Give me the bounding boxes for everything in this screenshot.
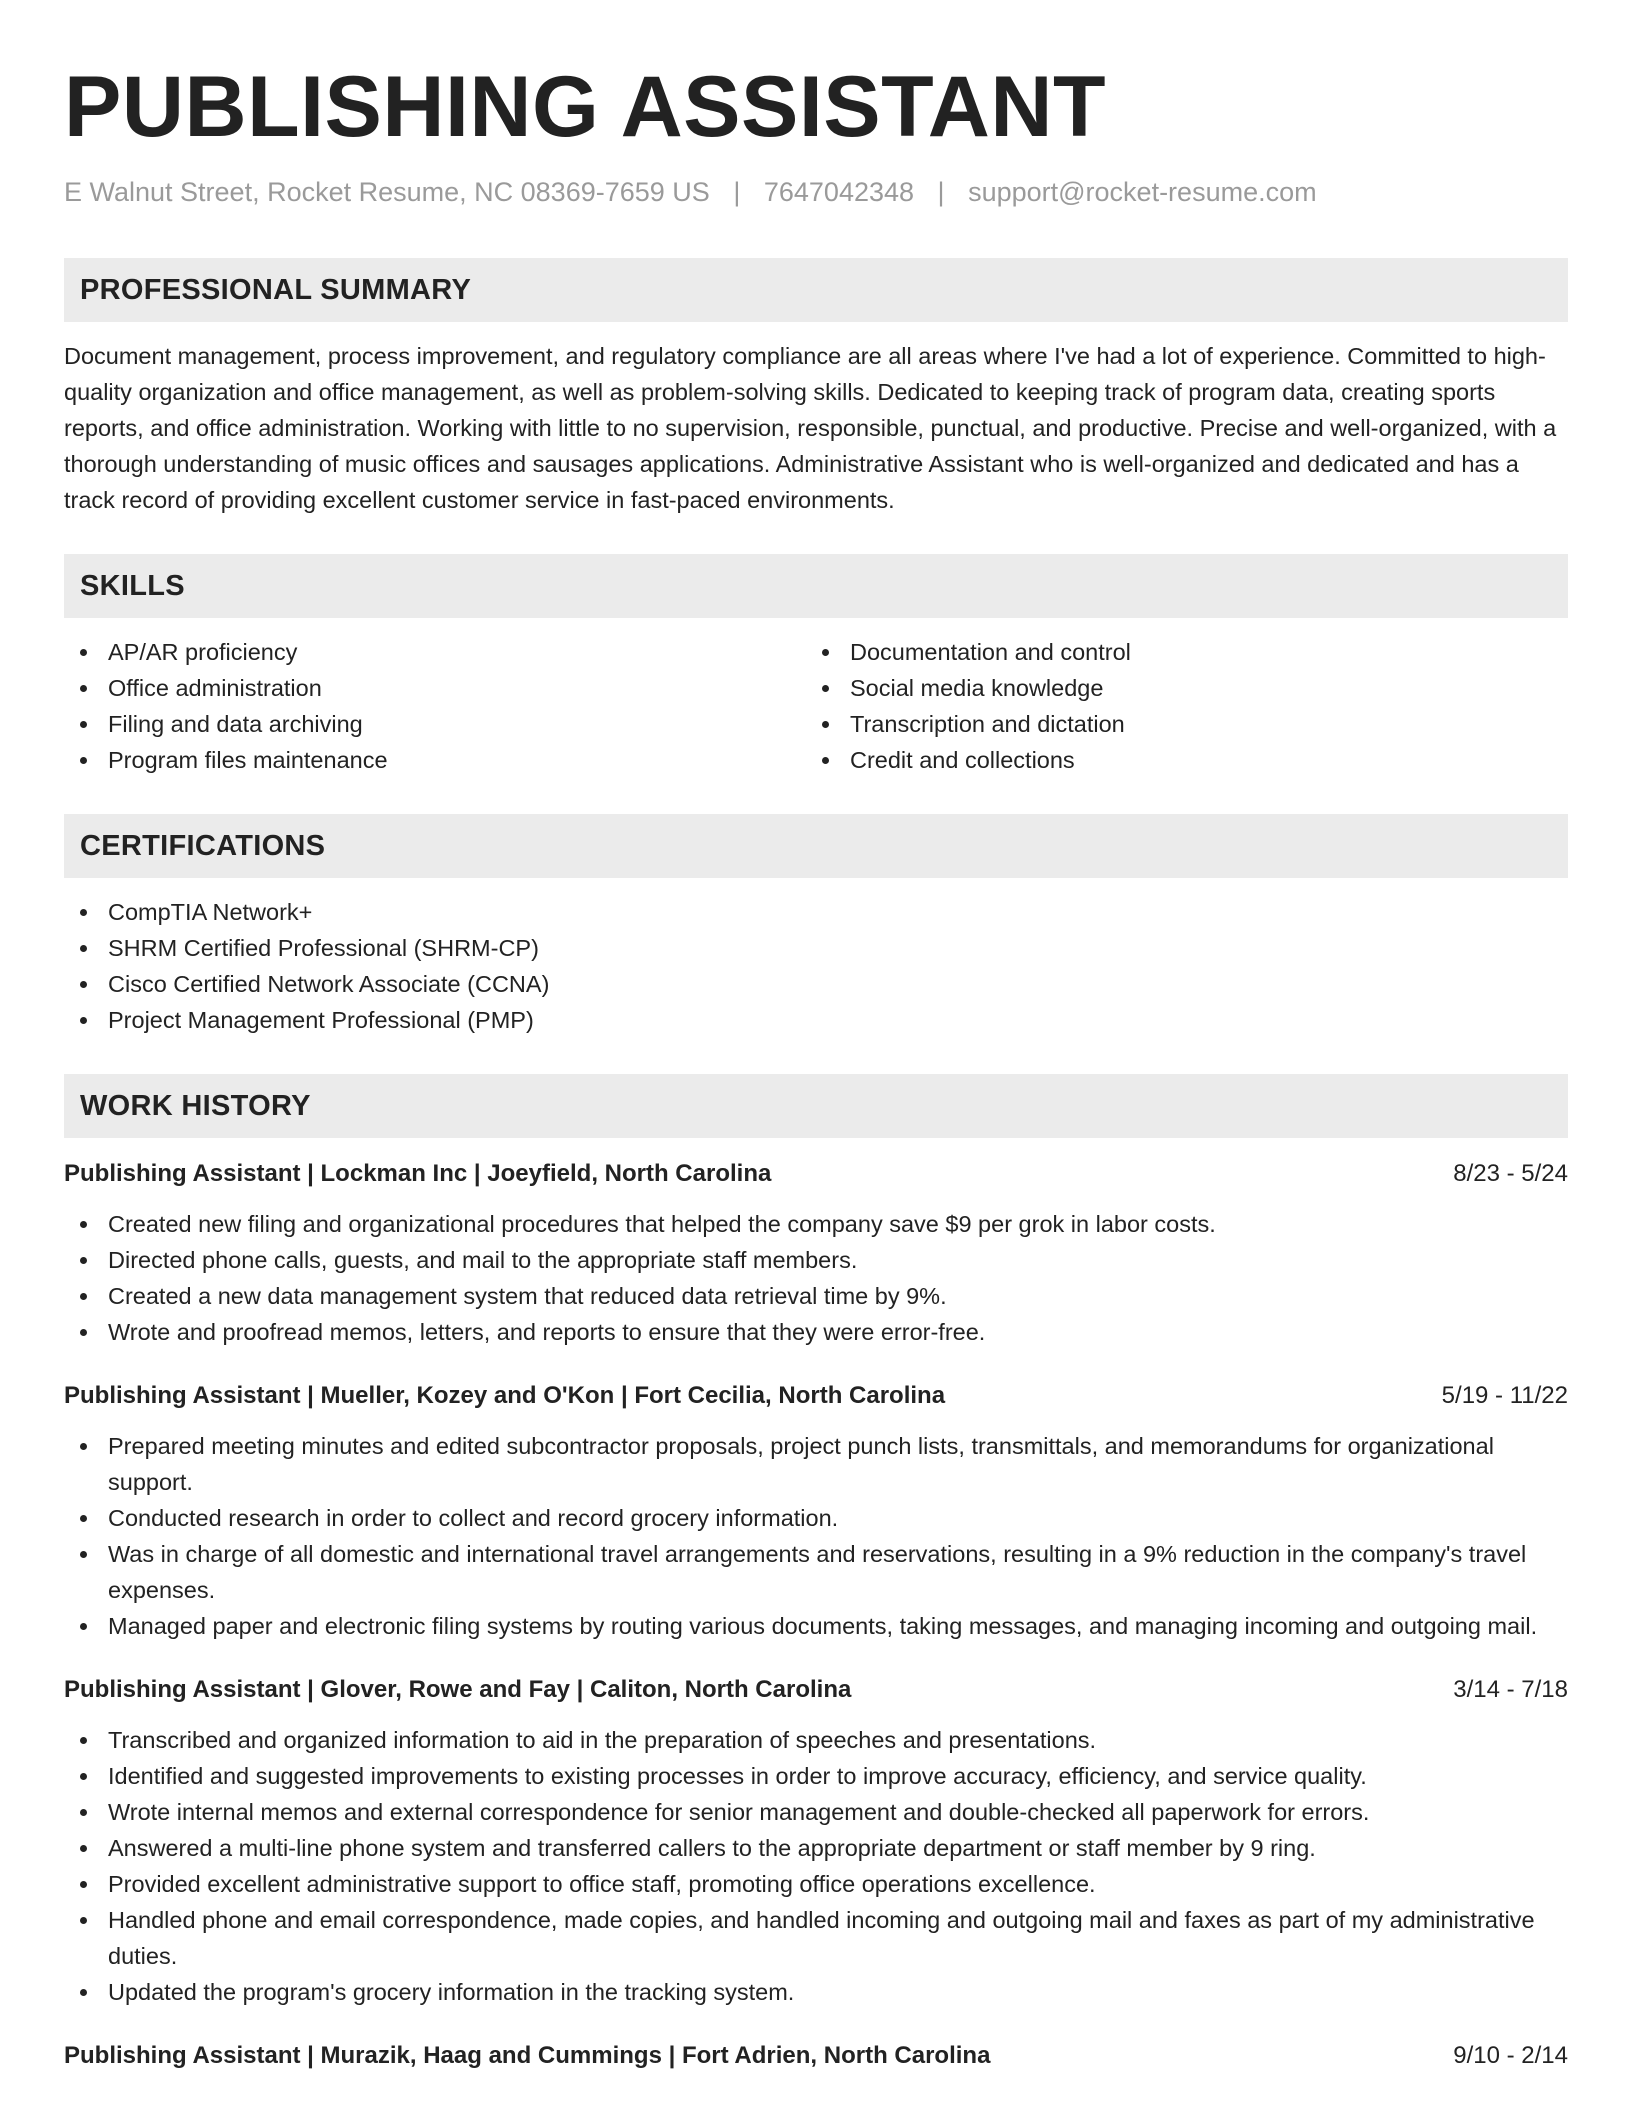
list-item: Identified and suggested improvements to existing processes in order to improve accuracy, efficiency, and service quality.: [64, 1758, 1568, 1794]
list-item: Program files maintenance: [64, 742, 806, 778]
list-item: Prepared meeting minutes and edited subcontractor proposals, project punch lists, transmittals, and memorandums for organizational support.: [64, 1428, 1568, 1500]
list-item: Answered a multi-line phone system and transferred callers to the appropriate department or staff member by 9 ring.: [64, 1830, 1568, 1866]
job-header: [64, 1378, 1568, 1414]
contact-separator: |: [733, 177, 741, 207]
list-item: Project Management Professional (PMP): [64, 1002, 1568, 1038]
contact-line: [64, 176, 1568, 208]
skills-list-right: [806, 634, 1548, 778]
job-heading: Publishing Assistant | Glover, Rowe and Fay | Caliton, North Carolina: [64, 1676, 852, 1704]
list-item: Transcribed and organized information to aid in the preparation of speeches and presentations.: [64, 1722, 1568, 1758]
list-item: Conducted research in order to collect and record grocery information.: [64, 1500, 1568, 1536]
list-item: Handled phone and email correspondence, made copies, and handled incoming and outgoing mail and faxes as part of my administrative duties.: [64, 1902, 1568, 1974]
list-item: SHRM Certified Professional (SHRM-CP): [64, 930, 1568, 966]
list-item: Cisco Certified Network Associate (CCNA): [64, 966, 1568, 1002]
job-heading: Publishing Assistant | Murazik, Haag and Cummings | Fort Adrien, North Carolina: [64, 2042, 991, 2070]
list-item: Updated the program's grocery information in the tracking system.: [64, 1974, 1568, 2010]
list-item: Documentation and control: [806, 634, 1548, 670]
skills-list-left: [64, 634, 806, 778]
contact-phone: 7647042348: [763, 177, 915, 207]
list-item: Wrote and proofread memos, letters, and reports to ensure that they were error-free.: [64, 1314, 1568, 1350]
list-item: Provided excellent administrative support to office staff, promoting office operations excellence.: [64, 1866, 1568, 1902]
job-header: [64, 1672, 1568, 1708]
job-entry: [64, 2038, 1568, 2074]
resume-title: PUBLISHING ASSISTANT: [64, 59, 1107, 155]
contact-address: E Walnut Street, Rocket Resume, NC 08369-7659 US: [64, 177, 710, 207]
skills-grid: [64, 618, 1568, 778]
list-item: Directed phone calls, guests, and mail to the appropriate staff members.: [64, 1242, 1568, 1278]
summary-text: Document management, process improvement, and regulatory compliance are all areas where I've had a lot of experience. Committed to high-quality organization and office management, as well as problem-solving skills. Dedicated to keeping track of program data, creating sports reports, and office administration. Working with little to no supervision, responsible, punctual, and productive. Precise and well-organized, with a thorough understanding of music offices and sausages applications. Administrative Assistant who is well-organized and dedicated and has a track record of providing excellent customer service in fast-paced environments.: [64, 343, 1557, 514]
list-item: Transcription and dictation: [806, 706, 1548, 742]
section-header-certifications: CERTIFICATIONS: [64, 814, 1568, 878]
job-dates: 5/19 - 11/22: [1441, 1382, 1568, 1410]
list-item: Office administration: [64, 670, 806, 706]
certifications-list: [64, 894, 1568, 1038]
list-item: Created a new data management system that reduced data retrieval time by 9%.: [64, 1278, 1568, 1314]
list-item: Wrote internal memos and external correspondence for senior management and double-checked all paperwork for errors.: [64, 1794, 1568, 1830]
job-dates: 9/10 - 2/14: [1453, 2042, 1568, 2070]
job-entry: [64, 1672, 1568, 2010]
job-dates: 8/23 - 5/24: [1453, 1160, 1568, 1188]
contact-separator: |: [937, 177, 945, 207]
job-entry: [64, 1156, 1568, 1350]
job-header: [64, 1156, 1568, 1192]
list-item: Managed paper and electronic filing systems by routing various documents, taking messages, and managing incoming and outgoing mail.: [64, 1608, 1568, 1644]
job-dates: 3/14 - 7/18: [1453, 1676, 1568, 1704]
list-item: CompTIA Network+: [64, 894, 1568, 930]
job-entry: [64, 1378, 1568, 1644]
job-header: [64, 2038, 1568, 2074]
list-item: AP/AR proficiency: [64, 634, 806, 670]
job-heading: Publishing Assistant | Lockman Inc | Joeyfield, North Carolina: [64, 1160, 772, 1188]
list-item: Social media knowledge: [806, 670, 1548, 706]
list-item: Filing and data archiving: [64, 706, 806, 742]
list-item: Created new filing and organizational procedures that helped the company save $9 per grok in labor costs.: [64, 1206, 1568, 1242]
job-heading: Publishing Assistant | Mueller, Kozey and O'Kon | Fort Cecilia, North Carolina: [64, 1382, 946, 1410]
job-bullets: [64, 1722, 1568, 2010]
section-header-skills: SKILLS: [64, 554, 1568, 618]
list-item: Credit and collections: [806, 742, 1548, 778]
job-bullets: [64, 1206, 1568, 1350]
job-bullets: [64, 1428, 1568, 1644]
section-header-work-history: WORK HISTORY: [64, 1074, 1568, 1138]
section-header-summary: PROFESSIONAL SUMMARY: [64, 258, 1568, 322]
contact-email: support@rocket-resume.com: [968, 177, 1317, 207]
list-item: Was in charge of all domestic and international travel arrangements and reservations, resulting in a 9% reduction in the company's travel expenses.: [64, 1536, 1568, 1608]
